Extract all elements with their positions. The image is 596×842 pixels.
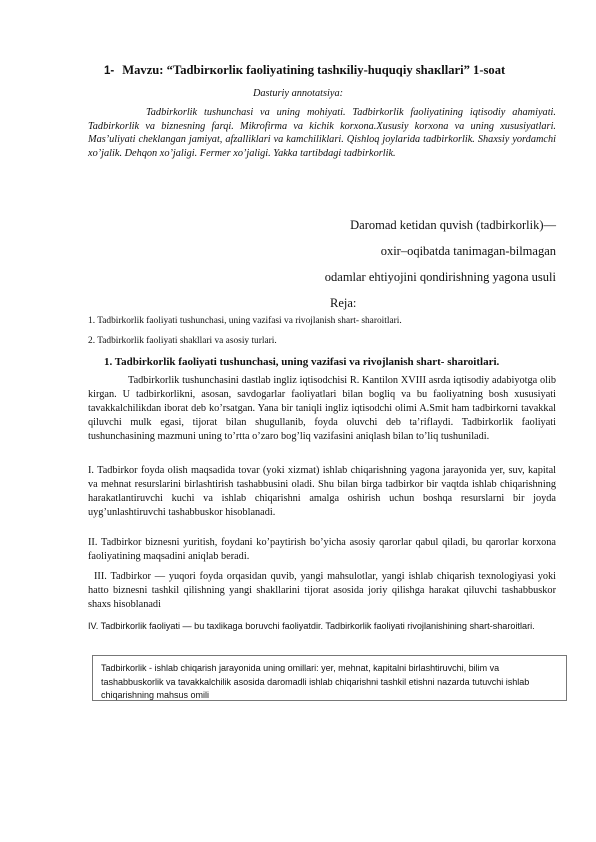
paragraph-intro: Tadbirkorlik tushunchasini dastlab ingliz iqtisodchisi R. Kantilon XVIII asrda iqtisodiy adabiyotga olib kirgan. U tadbirkorlikni, asosan, savdogarlar faoliyatlari bilan bogliq va bu faoliyatning bosh xususiyati tavakkalchilikdan iborat deb ko’rsatgan. Yana bir taniqli ingliz iqtisodchi olimi A.Smit ham tadbirkorni tavakkal qiluvchi mulk egasi, tijorat bilan shugullanib, foyda oluvchi deb ta’riflaydi. Tadbirkorlik faoliyati tushunchasining mazmuni uning to’rtta o’zaro bog’liq vazifasini aniqlash bilan to’liq tushuniladi. — [88, 375, 556, 443]
plan-item-1: 1. Tadbirkorlik faoliyati tushunchasi, uning vazifasi va rivojlanish shart- sharoitlari. — [88, 316, 402, 326]
plan-heading: Reja: — [330, 296, 357, 310]
definition-text: Tadbirkorlik - ishlab chiqarish jarayonida uning omillari: yer, mehnat, kapitalni birlashtiruvchi, bilim va tashabbuskorlik va tavakkalchilik asosida daromadli ishlab chiqarishni tashkil etishni nazarda tutuvchi ishlab chiqarishning mahsus omili — [101, 663, 530, 701]
epigraph-line-2: oxir–oqibatda tanimagan-bilmagan — [380, 244, 556, 258]
epigraph-line-3: odamlar ehtiyojini qondirishning yagona usuli — [324, 270, 556, 284]
plan-item-2: 2. Tadbirkorlik faoliyati shakllari va asosiy turlari. — [88, 336, 277, 346]
annotation-heading: Dasturiy annotatsiya: — [252, 88, 344, 99]
paragraph-function-4: IV. Tadbirkorlik faoliyati — bu taxlikaga boruvchi faoliyatdir. Tadbirkorlik faoliyati rivojlanishining shart-sharoitlari. — [88, 621, 535, 631]
annotation-text: Tadbirkorlik tushunchasi va uning mohiyati. Tadbirkorlik faoliyatining iqtisodiy ahamiyati. Tadbirkorlik va biznesning farqi. Mikrofirma va kichik korxona.Xususiy korxona va uning xususiyatlari. Mas’uliyati cheklangan jamiyat, afzalliklari va kamchiliklari. Qishloq joylarida tadbirkorlik. Shaxsiy yordamchi xo’jalik. Dehqon xo’jaligi. Fermer xo’jaligi. Yakka tartibdagi tadbirkorlik. — [88, 107, 556, 159]
lesson-title-text: Mavzu: “Tadbirкorliк faoliyatining tashкiliy-huquqiy shaкllari” 1-soat — [122, 63, 506, 77]
paragraph-function-1: I. Tadbirkor foyda olish maqsadida tovar (yoki xizmat) ishlab chiqarishning yagona jarayonida yer, suv, kapital va mehnat resurslarini birlashtirish tashabbusini oladi. Shu bilan birga tadbirkor bir vaqtda ishlab chiqarishning harakatlantiruvchi kuchi va ishlab chiqarishni amalga oshirish uchun boshqa resurslarni bir joyda uyg’unlashtiruvchi tashabbuskor hisoblanadi. — [88, 465, 556, 519]
epigraph-line-1: Daromad ketidan quvish (tadbirkorlik)— — [350, 218, 556, 232]
definition-box — [92, 655, 567, 701]
section-heading: 1. Tadbirkorlik faoliyati tushunchasi, uning vazifasi va rivojlanish shart- sharoitlari. — [104, 356, 500, 368]
paragraph-function-3: III. Tadbirkor — yuqori foyda orqasidan quvib, yangi mahsulotlar, yangi ishlab chiqarish texnologiyasi yoki hatto biznesni tashkil qilishning yangi shakllarini tijorat asosida joriy qilishga harakat qiluvchi tashabbuskor shaxs hisoblanadi — [88, 571, 556, 611]
paragraph-function-2: II. Tadbirkor biznesni yuritish, foydani ko’paytirish bo’yicha asosiy qarorlar qabul qiladi, bu qarorlar korxona faoliyatining maqsadini aniqlab beradi. — [88, 537, 556, 563]
lesson-number: 1- — [104, 65, 115, 77]
lesson-title — [104, 63, 574, 78]
